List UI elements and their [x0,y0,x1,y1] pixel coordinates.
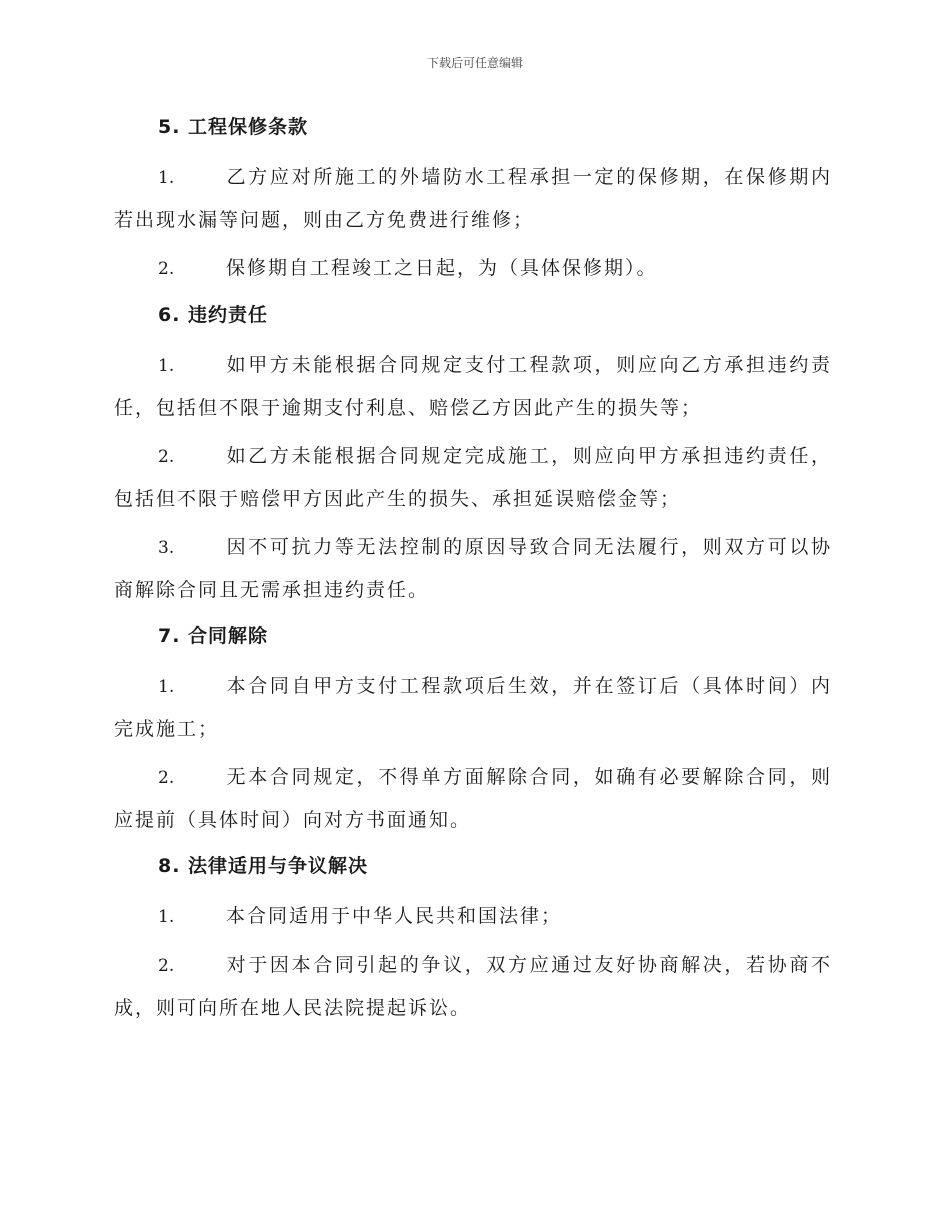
clause-text: 本合同适用于中华人民共和国法律； [226,905,563,927]
clause [114,895,832,938]
clause-number: 1. [158,907,175,927]
clause-number: 2. [158,447,175,467]
clause-number: 3. [158,538,175,558]
section-title: 5. 工程保修条款 [158,116,309,138]
clause [114,944,832,1029]
section-termination [114,617,832,841]
clause-number: 1. [158,168,175,188]
clause-number: 1. [158,677,175,697]
clause-text: 因不可抗力等无法控制的原因导致合同无法履行，则双方可以协商解除合同且无需承担违约责任。 [114,536,832,601]
clause-text: 本合同自甲方支付工程款项后生效，并在签订后（具体时间）内完成施工； [114,675,832,740]
clause [114,344,832,429]
clause-text: 如甲方未能根据合同规定支付工程款项，则应向乙方承担违约责任，包括但不限于逾期支付利息、赔偿乙方因此产生的损失等； [114,354,832,419]
clause [114,756,832,841]
clause [114,156,832,241]
clause-number: 2. [158,768,175,788]
clause [114,526,832,611]
clause-text: 对于因本合同引起的争议，双方应通过友好协商解决，若协商不成，则可向所在地人民法院提起诉讼。 [114,954,832,1019]
clause-text: 保修期自工程竣工之日起，为（具体保修期）。 [226,257,658,279]
document-body [114,108,832,1035]
section-warranty [114,108,832,290]
clause-text: 乙方应对所施工的外墙防水工程承担一定的保修期，在保修期内若出现水漏等问题，则由乙方免费进行维修； [114,166,832,231]
header-note: 下载后可任意编辑 [426,56,523,70]
section-title: 8. 法律适用与争议解决 [158,855,369,877]
clause-number: 2. [158,259,175,279]
clause-text: 如乙方未能根据合同规定完成施工，则应向甲方承担违约责任，包括但不限于赔偿甲方因此产生的损失、承担延误赔偿金等； [114,445,832,510]
clause [114,665,832,750]
clause-text: 无本合同规定，不得单方面解除合同，如确有必要解除合同，则应提前（具体时间）向对方书面通知。 [114,766,832,831]
section-liability [114,296,832,611]
section-law [114,847,832,1029]
section-title: 6. 违约责任 [158,304,269,326]
section-title: 7. 合同解除 [158,625,269,647]
clause [114,247,832,290]
clause-number: 1. [158,356,175,376]
clause-number: 2. [158,956,175,976]
clause [114,435,832,520]
